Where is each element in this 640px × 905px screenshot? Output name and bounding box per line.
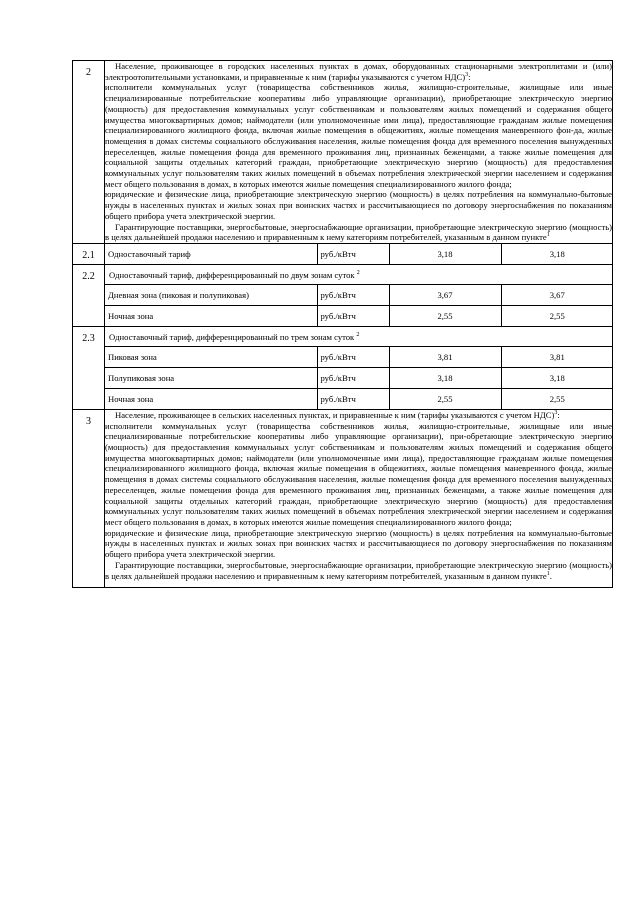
tariff-unit: руб./кВтч xyxy=(317,284,389,305)
tariff-row xyxy=(105,244,613,264)
paragraph: Население, проживающее в сельских населенных пунктах, и приравненные к ним (тарифы указываются с учетом НДС)$^3$: xyxy=(115,409,560,420)
tariff-value-1: 3,18 xyxy=(389,367,501,388)
tariff-unit: руб./кВтч xyxy=(317,367,389,388)
tariff-values-table xyxy=(105,244,613,264)
row-2-2 xyxy=(73,264,613,326)
tariff-unit: руб./кВтч xyxy=(317,346,389,367)
paragraph: Гарантирующие поставщики, энергосбытовые, энергоснабжающие организации, приобретающие электрическую энергию (мощность) в целях дальнейшей продажи населению и приравненным к нему категориям потребителей, указанным в данном пункте$^1$. xyxy=(105,559,612,581)
tariff-value-2: 2,55 xyxy=(501,388,613,409)
tariff-value-1: 3,81 xyxy=(389,346,501,367)
paragraph: исполнители коммунальных услуг (товарищества собственников жилья, жилищно-строительные, жилищные или иные специализированные потребительские кооперативы либо управляющие организации), приобретающие электрическую энергию (мощность) для предоставления коммунальных услуг собственникам и пользователям жилых помещений и содержания общего имущества многоквартирных домов; наймодатели (или уполномоченные ими лица), предоставляющие гражданам жилые помещения специализированного жилищного фонда, включая жилые помещения в общежитиях, жилые помещения маневренного фон-да, жилые помещения в домах системы социального обслуживания населения, жилые помещения фонда для временного поселения вынужденных переселенцев, жилые помещения фонда для временного проживания лиц, признанных беженцами, а также жилые помещения для социальной защиты отдельных категорий граждан, приобретающие электрическую энергию (мощность) для предоставления коммунальных услуг пользователям таких жилых помещений в объемах потребления электрической энергии населением и содержания мест общего пользования в домах, в которых имеются жилые помещения специализированного жилого фонда; xyxy=(105,82,612,189)
section-3-row xyxy=(73,409,613,587)
tariff-value-1: 3,18 xyxy=(389,244,501,264)
subsection-heading: Одноставочный тариф, дифференцированный по трем зонам суток $^2$ xyxy=(109,331,360,342)
row-number: 2.3 xyxy=(73,326,105,409)
row-2-3 xyxy=(73,326,613,409)
tariff-label: Ночная зона xyxy=(105,305,317,326)
row-2-1 xyxy=(73,243,613,264)
row-number: 3 xyxy=(73,409,105,587)
tariff-value-2: 3,18 xyxy=(501,367,613,388)
tariff-row xyxy=(105,346,613,367)
tariff-label: Ночная зона xyxy=(105,388,317,409)
tariff-value-1: 2,55 xyxy=(389,388,501,409)
paragraph: Население, проживающее в городских населенных пунктах в домах, оборудованных стационарными электроплитами и (или) электроотопительными установками, и приравненные к ним (тарифы указываются с учетом НДС)$^3$: xyxy=(105,61,612,82)
tariff-value-2: 3,67 xyxy=(501,284,613,305)
tariff-label: Пиковая зона xyxy=(105,346,317,367)
tariff-table xyxy=(72,60,613,588)
tariff-value-2: 3,18 xyxy=(501,244,613,264)
paragraph: Гарантирующие поставщики, энергосбытовые, энергоснабжающие организации, приобретающие электрическую энергию (мощность) в целях дальнейшей продажи населению и приравненным к нему категориям потребителей, указанным в данном пункте$^1$ xyxy=(105,221,612,243)
tariff-label: Полупиковая зона xyxy=(105,367,317,388)
tariff-values-table xyxy=(105,284,613,326)
tariff-unit: руб./кВтч xyxy=(317,305,389,326)
paragraph: исполнители коммунальных услуг (товарищества собственников жилья, жилищно-строительные, жилищные или иные специализированные потребительские кооперативы либо управляющие организации), при-обретающие электрическую энергию (мощность) для предоставления коммунальных услуг собственникам и пользователям жилых помещений и содержания общего имущества многоквартирных домов; наймодатели (или уполномоченные ими лица), предоставляющие гражданам жилые помещения специализированного жилищного фонда, включая жилые помещения в общежитиях, жилые помещения маневренного фонда, жилые помещения в домах системы социального обслуживания населения, жилые помещения фонда для временного поселения вынужденных переселенцев, жилые помещения фонда для временного проживания лиц, признанных беженцами, а также жилые помещения для социальной защиты отдельных категорий граждан, приобретающие электрическую энергию (мощность) для предоставления коммунальных услуг пользователям таких жилых помещений в объемах потребления электрической энергии населением и содержания мест общего пользования в домах, в которых имеются жилые помещения специализированного жилого фонда; xyxy=(105,420,612,527)
tariff-value-2: 2,55 xyxy=(501,305,613,326)
paragraph: юридические и физические лица, приобретающие электрическую энергию (мощность) в целях потребления на коммунально-бытовые нужды в населенных пунктах и жилых зонах при воинских частях и рассчитывающиеся по договору энергоснабжения по показаниям общего прибора учета электрической энергии. xyxy=(105,527,612,560)
tariff-document-page xyxy=(72,60,612,588)
row-number: 2 xyxy=(73,61,105,244)
subsection-heading: Одноставочный тариф, дифференцированный по двум зонам суток $^2$ xyxy=(109,269,360,280)
tariff-value-1: 2,55 xyxy=(389,305,501,326)
row-number: 2.1 xyxy=(73,243,105,264)
tariff-row xyxy=(105,284,613,305)
tariff-values-table xyxy=(105,346,613,409)
tariff-row xyxy=(105,367,613,388)
tariff-row xyxy=(105,305,613,326)
section-3-description xyxy=(105,410,612,581)
tariff-label: Одноставочный тариф xyxy=(105,244,317,264)
section-2-row xyxy=(73,61,613,244)
tariff-row xyxy=(105,388,613,409)
paragraph: юридические и физические лица, приобретающие электрическую энергию (мощность) в целях потребления на коммунально-бытовые нужды в населенных пунктах и жилых зонах при воинских частях и рассчитывающиеся по договору энергоснабжения по показаниям общего прибора учета электрической энергии. xyxy=(105,189,612,221)
tariff-unit: руб./кВтч xyxy=(317,388,389,409)
section-2-description xyxy=(105,61,612,243)
tariff-value-1: 3,67 xyxy=(389,284,501,305)
row-number: 2.2 xyxy=(73,264,105,326)
tariff-label: Дневная зона (пиковая и полупиковая) xyxy=(105,284,317,305)
tariff-unit: руб./кВтч xyxy=(317,244,389,264)
tariff-value-2: 3,81 xyxy=(501,346,613,367)
